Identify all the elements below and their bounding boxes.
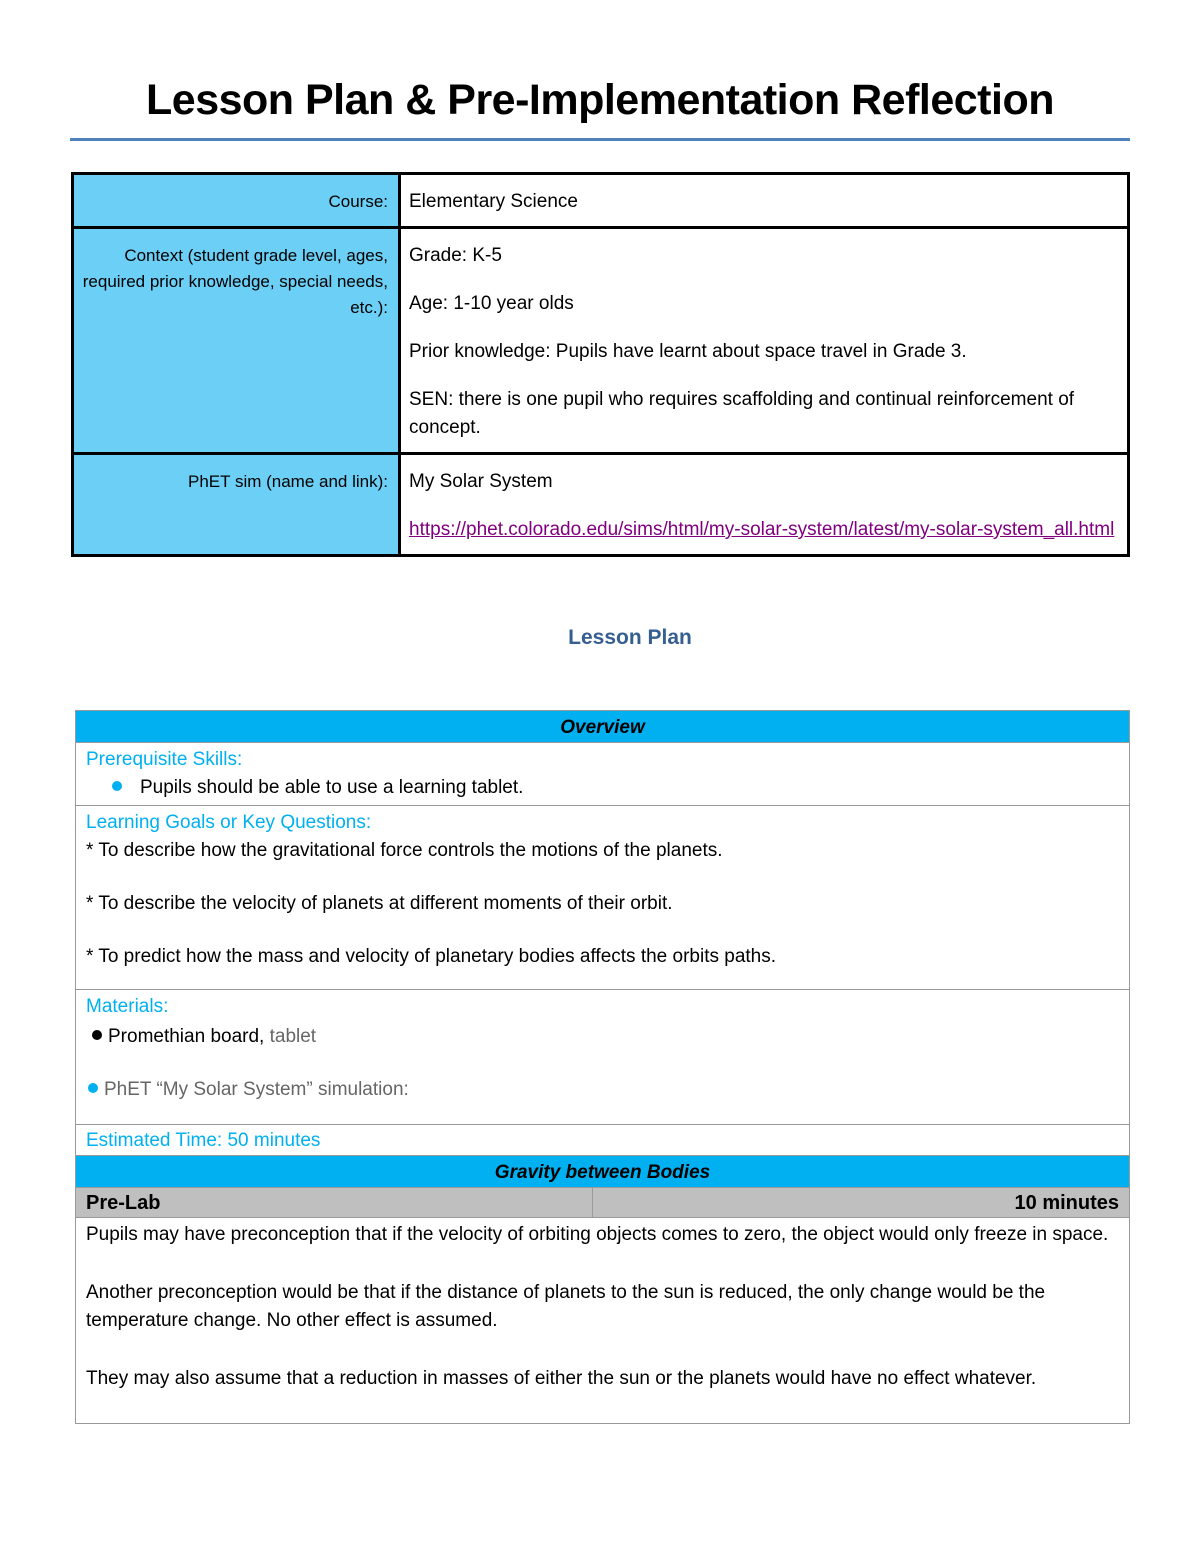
age-text: Age: 1-10 year olds (409, 293, 574, 314)
sim-link[interactable]: https://phet.colorado.edu/sims/html/my-solar-system/latest/my-solar-system_all.html (409, 519, 1115, 540)
prelab-time: 10 minutes (593, 1188, 1130, 1218)
goals-label: Learning Goals or Key Questions: (86, 812, 372, 833)
context-table (71, 172, 1130, 557)
course-value: Elementary Science (400, 174, 1129, 228)
context-value (400, 228, 1129, 454)
goal-item: * To describe the velocity of planets at different moments of their orbit. (86, 893, 673, 914)
bullet-icon (92, 1030, 102, 1040)
context-row (73, 228, 1129, 454)
lesson-plan-heading: Lesson Plan (568, 626, 692, 649)
sim-label: PhET sim (name and link): (73, 454, 400, 556)
prerequisite-label: Prerequisite Skills: (86, 749, 243, 770)
context-label: Context (student grade level, ages, required prior knowledge, special needs, etc.): (73, 228, 400, 454)
materials-item (86, 1023, 1119, 1051)
estimated-time: Estimated Time: 50 minutes (76, 1125, 1130, 1156)
bullet-icon (88, 1083, 98, 1093)
prelab-label: Pre-Lab (76, 1188, 593, 1218)
materials-cell (76, 990, 1130, 1125)
materials-item (86, 1076, 1119, 1104)
prior-knowledge-text: Prior knowledge: Pupils have learnt about space travel in Grade 3. (409, 341, 967, 362)
prelab-paragraph: Pupils may have preconception that if the velocity of orbiting objects comes to zero, the object would only freeze in space. (86, 1224, 1109, 1245)
prerequisite-item (86, 774, 1119, 802)
course-row (73, 174, 1129, 228)
prerequisite-cell (76, 743, 1130, 806)
goal-item: * To predict how the mass and velocity of planetary bodies affects the orbits paths. (86, 946, 777, 967)
sim-row (73, 454, 1129, 556)
prelab-paragraph: Another preconception would be that if the distance of planets to the sun is reduced, the only change would be the temperature change. No other effect is assumed. (86, 1282, 1046, 1331)
grade-text: Grade: K-5 (409, 245, 502, 266)
section-band: Gravity between Bodies (76, 1156, 1130, 1188)
prerequisite-text: Pupils should be able to use a learning tablet. (140, 777, 524, 798)
materials-item-extra: tablet (269, 1026, 317, 1047)
overview-table (75, 710, 1130, 1424)
materials-item-sim: PhET “My Solar System” simulation: (104, 1079, 409, 1100)
sim-value (400, 454, 1129, 556)
materials-label: Materials: (86, 996, 169, 1017)
sim-name: My Solar System (409, 471, 553, 492)
goals-cell (76, 806, 1130, 990)
sen-text: SEN: there is one pupil who requires scaffolding and continual reinforcement of concept. (409, 389, 1075, 438)
document-title: Lesson Plan & Pre-Implementation Reflection (146, 76, 1054, 124)
goal-item: * To describe how the gravitational force controls the motions of the planets. (86, 840, 723, 861)
prelab-paragraph: They may also assume that a reduction in masses of either the sun or the planets would have no effect whatever. (86, 1368, 1037, 1389)
course-label: Course: (73, 174, 400, 228)
materials-item-main: Promethian board, (108, 1026, 265, 1047)
overview-band: Overview (76, 711, 1130, 743)
bullet-icon (112, 781, 122, 791)
title-rule (70, 138, 1130, 141)
prelab-content (76, 1218, 1130, 1424)
